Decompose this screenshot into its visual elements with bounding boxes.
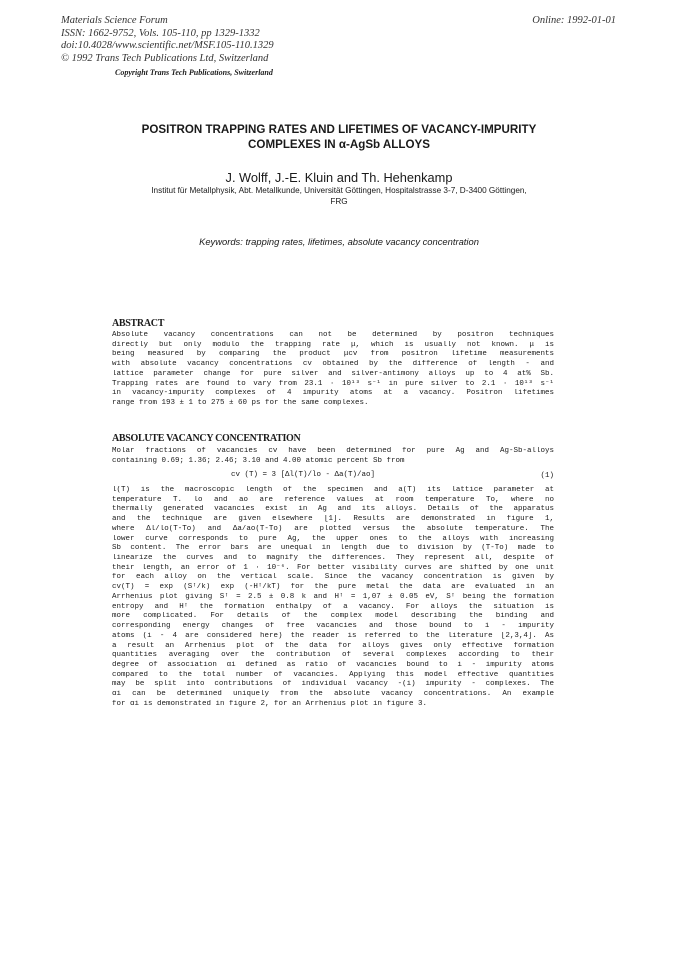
journal-name: Materials Science Forum bbox=[61, 15, 168, 26]
text-line: quantities averaging over the contribution of several complexes according to their bbox=[112, 651, 554, 660]
text-line: cv(T) = exp (Sᶠ/k) exp (-Hᶠ/kT) for the pure metal the data are evaluated in an bbox=[112, 583, 554, 592]
text-line: directly but only modulo the trapping rate μ, which is usually not known. μ is bbox=[112, 340, 554, 349]
text-line: their length, an error of 1 · 10⁻⁶. For better visibility curves are shifted by one unit bbox=[112, 563, 554, 572]
publisher-note: Copyright Trans Tech Publications, Switzerland bbox=[115, 68, 273, 77]
equation-number: (1) bbox=[540, 472, 554, 480]
authors: J. Wolff, J.-E. Kluin and Th. Hehenkamp bbox=[225, 170, 453, 185]
text-line: for αi is demonstrated in figure 2, for an Arrhenius plot in figure 3. bbox=[112, 699, 428, 708]
text-line: being measured by comparing the product μcv from positron lifetime measurements bbox=[112, 350, 554, 359]
text-line: Trapping rates are found to vary from 23.1 · 10¹³ s⁻¹ in pure silver to 2.1 · 10¹³ s⁻¹ bbox=[112, 379, 554, 388]
text-line: containing 0.69; 1.36; 2.46; 3.10 and 4.00 atomic percent Sb from bbox=[112, 456, 405, 465]
text-line: entropy and Hᶠ the formation enthalpy of a vacancy. For alloys the situation is bbox=[112, 602, 554, 611]
equation-body: cv (T) = 3 [Δl(T)/lo - Δa(T)/ao] bbox=[231, 471, 376, 479]
keywords: Keywords: trapping rates, lifetimes, absolute vacancy concentration bbox=[199, 236, 479, 247]
text-line: corresponding energy changes of free vacancies and those bound to i - impurity bbox=[112, 622, 554, 631]
text-line: compared to the total number of vacancies. Applying this model effective quantities bbox=[112, 670, 554, 679]
text-line: temperature T. lo and ao are reference values at room temperature To, where no bbox=[112, 495, 554, 504]
section-intro bbox=[112, 447, 554, 466]
equation-1 bbox=[112, 470, 554, 484]
text-line: for each alloy on the vertical scale. Since the vacancy concentration is given by bbox=[112, 573, 554, 582]
text-line: linearize the curves and to magnify the differences. They represent all, despite of bbox=[112, 554, 554, 563]
affiliation-line-1: Institut für Metallphysik, Abt. Metallkunde, Universität Göttingen, Hospitalstrasse 3-7, D-3400 Göttingen, bbox=[151, 186, 527, 195]
abstract-body bbox=[112, 331, 554, 409]
text-line: with absolute vacancy concentrations cv obtained by the difference of length - and bbox=[112, 360, 554, 369]
text-line: may be split into contributions of individual vacancy -(i) impurity - complexes. The bbox=[112, 680, 554, 689]
text-line: and the technique are given elsewhere [1]. Results are demonstrated in figure 1, bbox=[112, 515, 554, 524]
section-heading: ABSOLUTE VACANCY CONCENTRATION bbox=[112, 433, 301, 444]
journal-copyright: © 1992 Trans Tech Publications Ltd, Switzerland bbox=[61, 52, 269, 64]
text-line: atoms (i - 4 are considered here) the reader is referred to the literature [2,3,4]. As bbox=[112, 631, 554, 640]
text-line: Absolute vacancy concentrations can not be determined by positron techniques bbox=[112, 331, 554, 339]
title-line-2: COMPLEXES IN α-AgSb ALLOYS bbox=[248, 137, 430, 151]
text-line: lower curve corresponds to pure Ag, the upper ones to the alloys with increasing bbox=[112, 534, 554, 543]
text-line: Sb content. The error bars are unequal in length due to division by (T-To) made to bbox=[112, 544, 554, 553]
affiliation-line-2: FRG bbox=[330, 196, 348, 206]
title-line-1: POSITRON TRAPPING RATES AND LIFETIMES OF VACANCY-IMPURITY bbox=[141, 123, 537, 136]
text-line: range from 193 ± 1 to 275 ± 60 ps for the same complexes. bbox=[112, 399, 369, 408]
text-line: αi can be determined uniquely from the absolute vacancy concentrations. An example bbox=[112, 690, 554, 699]
affiliation bbox=[100, 186, 578, 207]
journal-header bbox=[61, 15, 274, 65]
paper-title bbox=[80, 123, 598, 152]
text-line: degree of association αi defined as ratio of vacancies bound to i - impurity atoms bbox=[112, 660, 554, 669]
text-line: Molar fractions of vacancies cv have been determined for pure Ag and Ag-Sb-alloys bbox=[112, 447, 554, 455]
text-line: lattice parameter change for pure silver and silver-antimony alloys up to 4 at% Sb. bbox=[112, 369, 554, 378]
text-line: in vacancy-impurity complexes of 4 impurity atoms at a vacancy. Positron lifetimes bbox=[112, 389, 554, 398]
journal-issn: ISSN: 1662-9752, Vols. 105-110, pp 1329-1332 bbox=[61, 27, 260, 39]
text-line: thermally generated vacancies exist in Ag and its alloys. Details of the apparatus bbox=[112, 505, 554, 514]
section-body bbox=[112, 486, 554, 710]
text-line: more complicated. For details of the complex model describing the binding and bbox=[112, 612, 554, 621]
journal-doi: doi:10.4028/www.scientific.net/MSF.105-110.1329 bbox=[61, 40, 274, 51]
text-line: a result an Arrhenius plot of the data for alloys gives only effective formation bbox=[112, 641, 554, 650]
text-line: l(T) is the macroscopic length of the specimen and a(T) its lattice parameter at bbox=[112, 486, 554, 494]
text-line: Arrhenius plot giving Sᶠ = 2.5 ± 0.8 k and Hᶠ = 1,07 ± 0.05 eV, Sᶠ being the formation bbox=[112, 592, 554, 601]
abstract-heading: ABSTRACT bbox=[112, 318, 165, 329]
text-line: where Δl/lo(T-To) and Δa/ao(T-To) are plotted versus the absolute temperature. The bbox=[112, 524, 554, 533]
online-date: Online: 1992-01-01 bbox=[532, 15, 616, 26]
